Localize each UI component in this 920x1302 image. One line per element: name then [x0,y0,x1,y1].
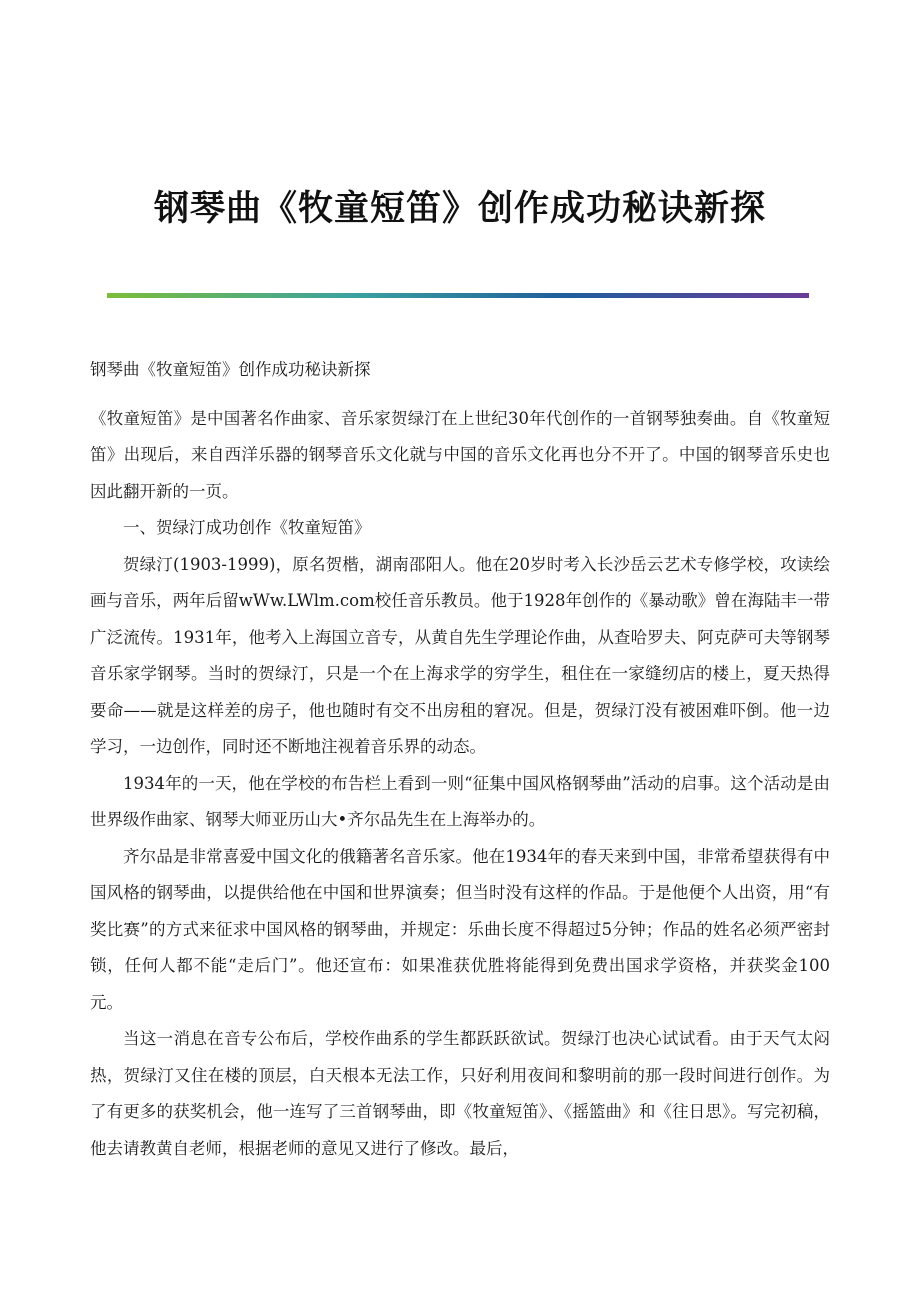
document-body [90,352,830,1167]
paragraph-competition-notice: 1934年的一天，他在学校的布告栏上看到一则“征集中国风格钢琴曲”活动的启事。这个活动是由世界级作曲家、钢琴大师亚历山大•齐尔品先生在上海举办的。 [90,773,830,829]
document-subtitle: 钢琴曲《牧童短笛》创作成功秘诀新探 [90,360,371,379]
paragraph-biography: 贺绿汀(1903-1999)，原名贺楷，湖南邵阳人。他在20岁时考入长沙岳云艺术专修学校，攻读绘画与音乐，两年后留wWw.LWlm.com校任音乐教员。他于1928年创作的《暴动歌》曾在海陆丰一带广泛流传。1931年，他考入上海国立音专，从黄自先生学理论作曲，从查哈罗夫、阿克萨可夫等钢琴音乐家学钢琴。当时的贺绿汀，只是一个在上海求学的穷学生，租住在一家缝纫店的楼上，夏天热得要命——就是这样差的房子，他也随时有交不出房租的窘况。但是，贺绿汀没有被困难吓倒。他一边学习，一边创作，同时还不断地注视着音乐界的动态。 [90,554,830,756]
paragraph-composition: 当这一消息在音专公布后，学校作曲系的学生都跃跃欲试。贺绿汀也决心试试看。由于天气太闷热，贺绿汀又住在楼的顶层，白天根本无法工作，只好利用夜间和黎明前的那一段时间进行创作。为了有更多的获奖机会，他一连写了三首钢琴曲，即《牧童短笛》、《摇篮曲》和《往日思》。写完初稿，他去请教黄自老师，根据老师的意见又进行了修改。最后， [90,1029,830,1158]
document-title: 钢琴曲《牧童短笛》创作成功秘诀新探 [153,188,766,229]
title-divider [107,293,809,298]
section-heading: 一、贺绿汀成功创作《牧童短笛》 [123,518,371,537]
paragraph-intro: 《牧童短笛》是中国著名作曲家、音乐家贺绿汀在上世纪30年代创作的一首钢琴独奏曲。自《牧童短笛》出现后，来自西洋乐器的钢琴音乐文化就与中国的音乐文化再也分不开了。中国的钢琴音乐史也因此翻开新的一页。 [90,408,830,501]
paragraph-tcherepnin: 齐尔品是非常喜爱中国文化的俄籍著名音乐家。他在1934年的春天来到中国，非常希望获得有中国风格的钢琴曲，以提供给他在中国和世界演奏；但当时没有这样的作品。于是他便个人出资，用“有奖比赛”的方式来征求中国风格的钢琴曲，并规定：乐曲长度不得超过5分钟；作品的姓名必须严密封锁，任何人都不能“走后门”。他还宣布：如果准获优胜将能得到免费出国求学资格，并获奖金100元。 [90,846,830,1012]
